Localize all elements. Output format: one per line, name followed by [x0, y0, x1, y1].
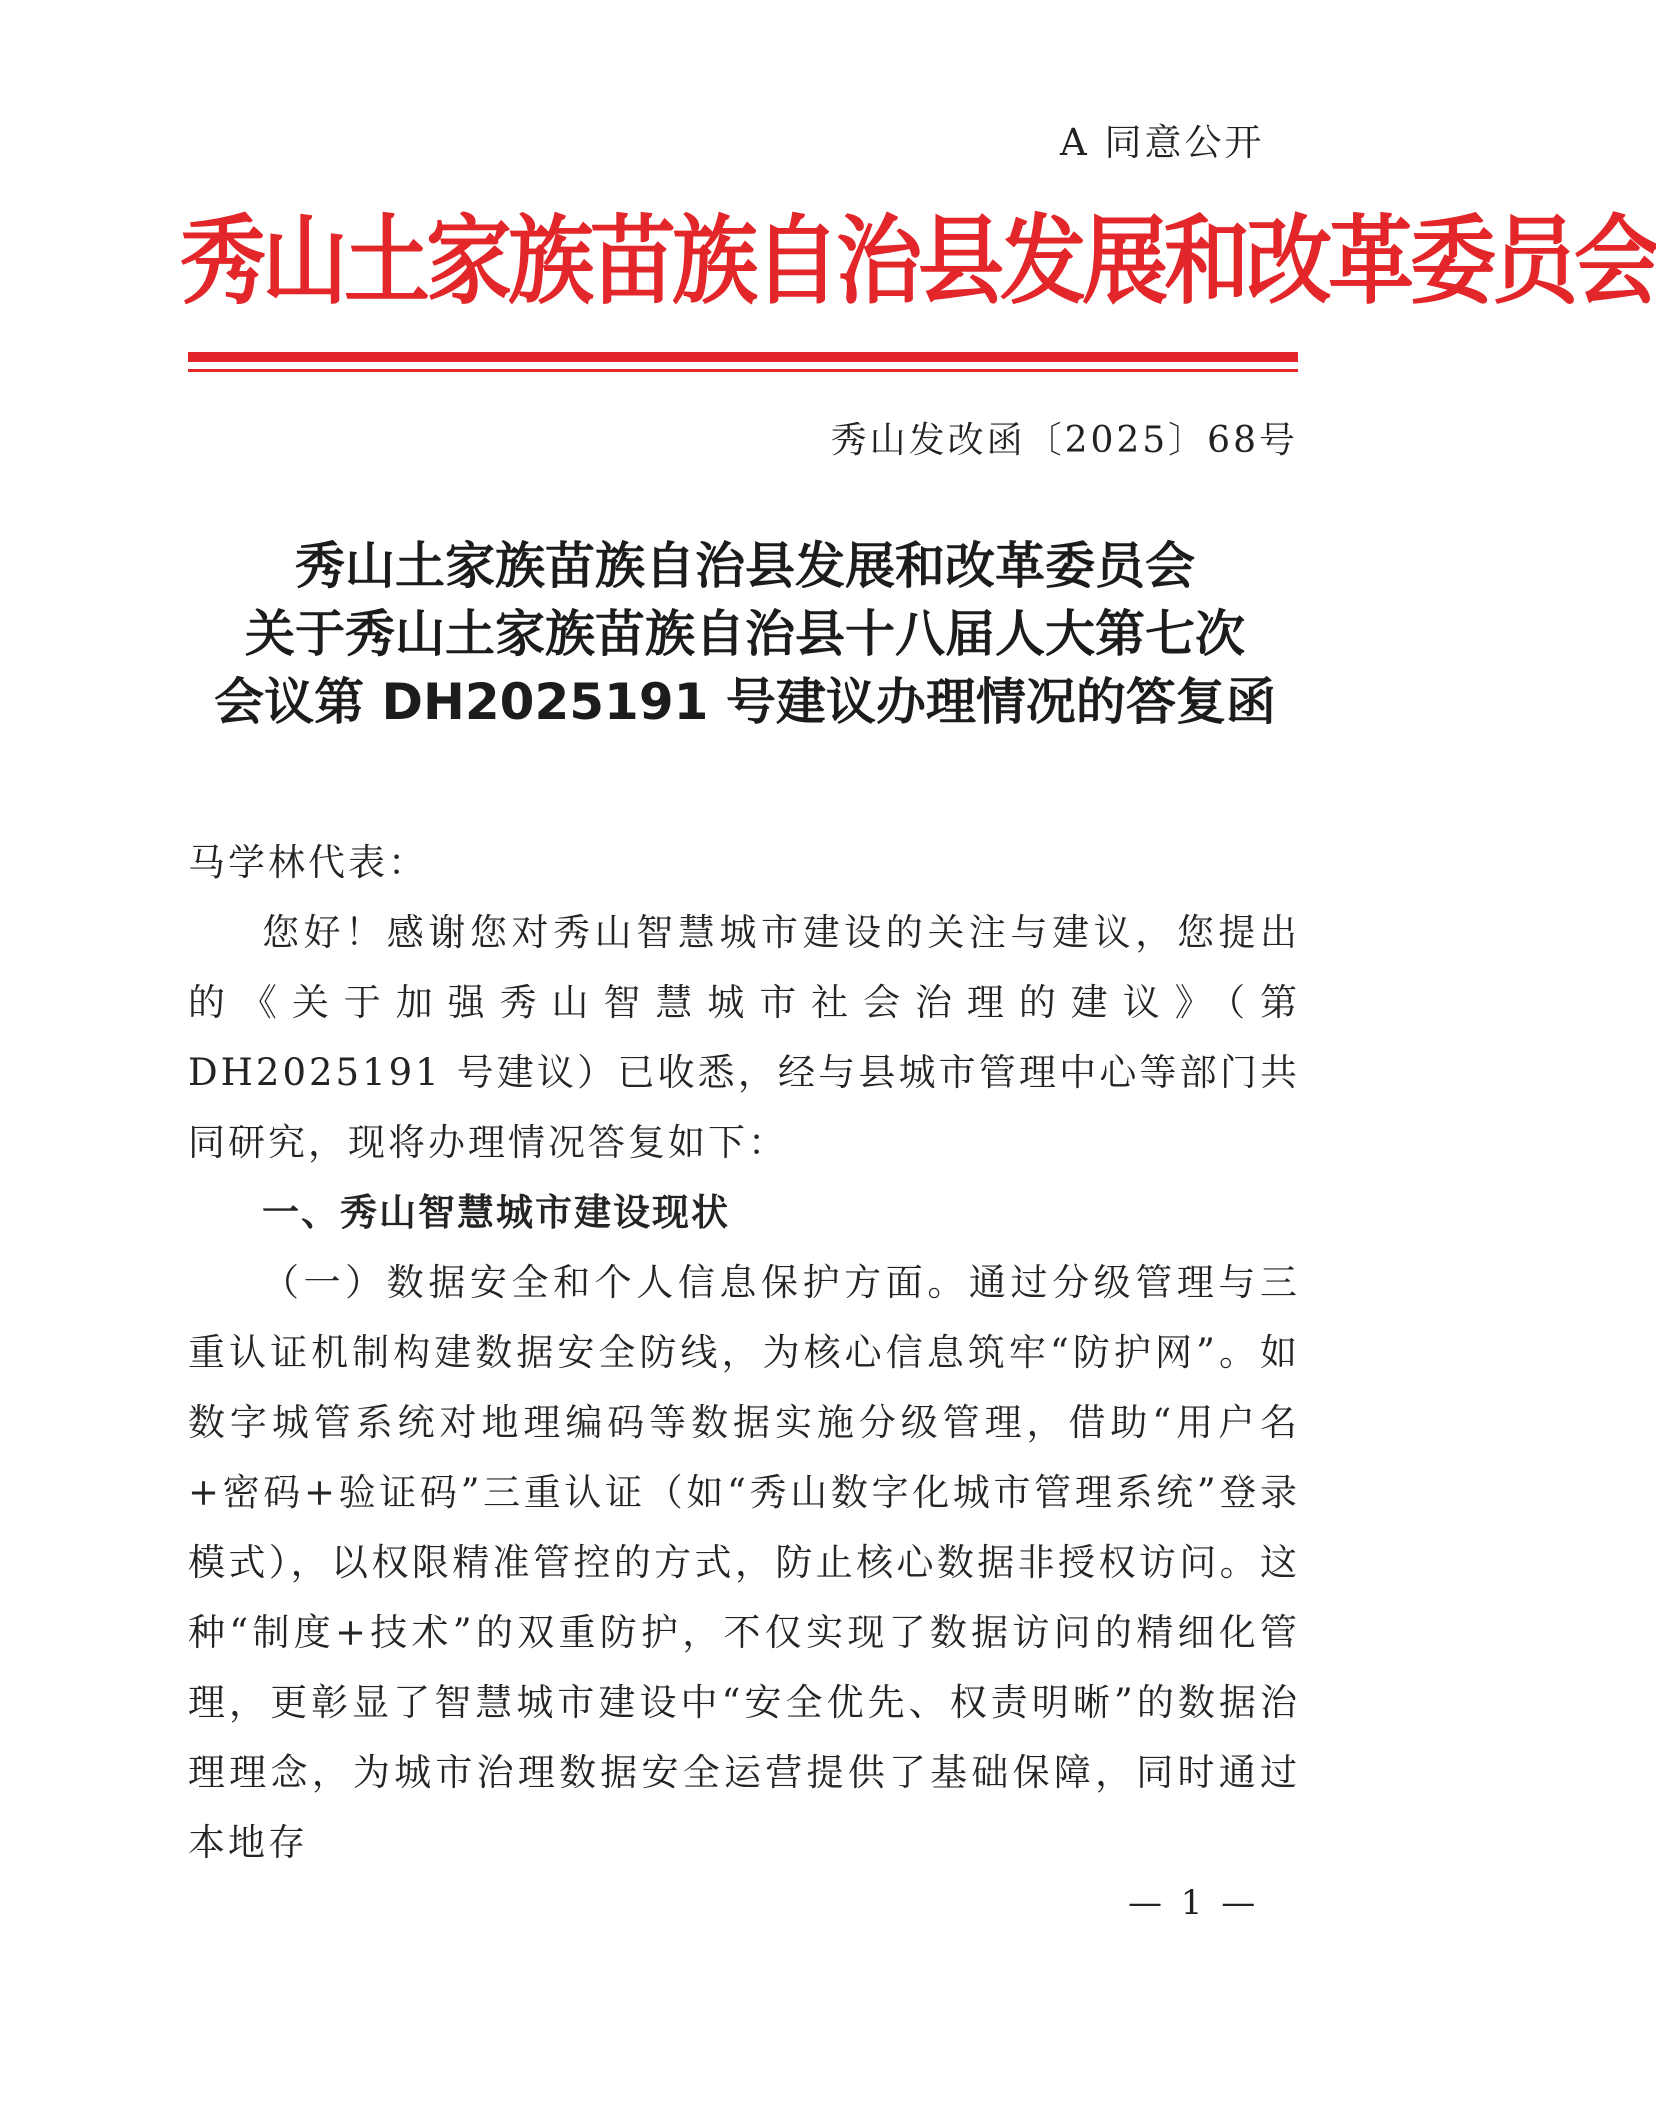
intro-paragraph: 您好！感谢您对秀山智慧城市建设的关注与建议，您提出的《关于加强秀山智慧城市社会治理的建议》（第 DH2025191 号建议）已收悉，经与县城市管理中心等部门共同研究，现将办理情况答复如下：	[188, 911, 1300, 1164]
document-title	[180, 532, 1310, 736]
page-number: — 1 —	[1128, 1883, 1260, 1923]
title-line-2: 关于秀山土家族苗族自治县十八届人大第七次	[245, 605, 1245, 663]
section-1-paragraph-1: （一）数据安全和个人信息保护方面。通过分级管理与三重认证机制构建数据安全防线，为核心信息筑牢“防护网”。如数字城管系统对地理编码等数据实施分级管理，借助“用户名+密码+验证码”三重认证（如“秀山数字化城市管理系统”登录模式），以权限精准管控的方式，防止核心数据非授权访问。这种“制度+技术”的双重防护，不仅实现了数据访问的精细化管理，更彰显了智慧城市建设中“安全优先、权责明晰”的数据治理理念，为城市治理数据安全运营提供了基础保障，同时通过本地存	[188, 1261, 1300, 1864]
letter-body	[188, 828, 1300, 1878]
disclosure-label: A 同意公开	[1060, 121, 1265, 164]
title-line-3: 会议第 DH2025191 号建议办理情况的答复函	[214, 673, 1276, 731]
masthead-title: 秀山土家族苗族自治县发展和改革委员会	[180, 206, 1656, 319]
masthead-red-rule-thin	[188, 369, 1298, 372]
masthead-red-rule	[188, 352, 1298, 362]
title-line-1: 秀山土家族苗族自治县发展和改革委员会	[295, 537, 1195, 595]
section-1-heading: 一、秀山智慧城市建设现状	[262, 1191, 730, 1234]
document-number: 秀山发改函〔2025〕68号	[830, 420, 1298, 461]
salutation: 马学林代表：	[188, 841, 428, 884]
